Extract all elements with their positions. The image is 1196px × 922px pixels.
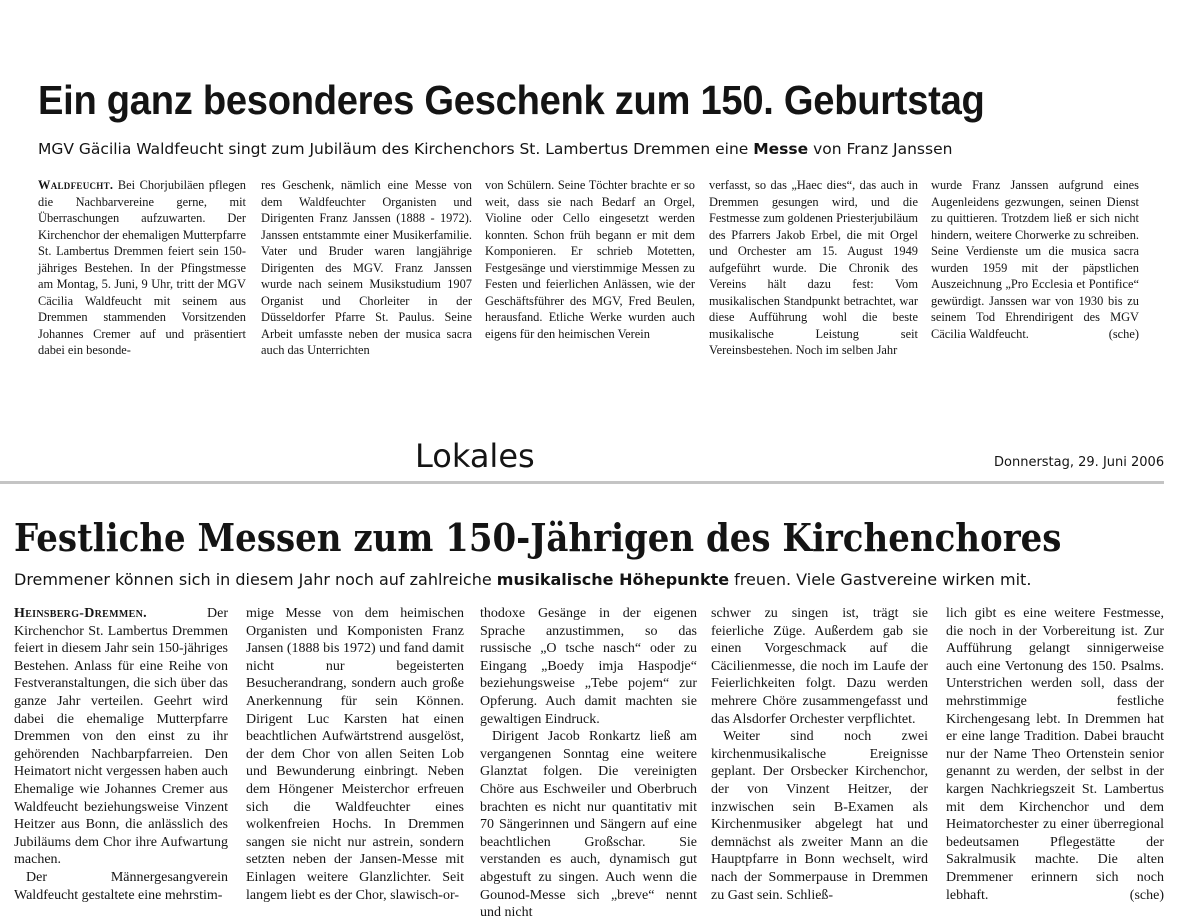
issue-date: Donnerstag, 29. Juni 2006 [994,455,1165,470]
article-top-column-3: von Schülern. Seine Töchter brachte er so weit, dass sie nach Bedarf an Orgel, Violine oder Cello eingesetzt werden konnten. Schon früh begann er mit dem Komponieren. Er schrieb Motetten, Festgesänge und vierstimmige Messen zu Festen und feierlichen Anlässen, wie der Geschäftsführer des MGV, Fred Beulen, herausfand. Etliche Werke wurden auch eigens für den heimischen Verein [485,178,695,341]
article-top-subheadline: MGV Gäcilia Waldfeucht singt zum Jubiläum des Kirchenchors St. Lambertus Dremmen eine Messe von Franz Janssen [38,140,953,158]
article-top-credit: (sche) [1108,326,1139,341]
article-main-column-3: thodoxe Gesänge in der eigenen Sprache anzustimmen, so das russische „O tsche nasch“ oder zu Eingang „Boedy imja Haspodje“ beziehungsweise „Tebe pojem“ zur Opferung. Auch damit machten sie gewaltigen Eindruck. Dirigent Jacob Ronkartz ließ am vergangenen Sonntag eine weitere Glanztat folgen. Die vereinigten Chöre aus Eschweiler und Oberbruch brachten es nicht nur quantitativ mit 70 Sängerinnen und Sängern auf eine beachtlichen Großschar. Sie verstanden es auch, dynamisch gut abgestuft zu singen. Auch wenn die Gounod-Messe sich „breve“ nennt und nicht [480,606,697,921]
article-top-column-4: verfasst, so das „Haec dies“, das auch in Dremmen gesungen wird, und die Festmesse zum goldenen Priesterjubiläum des Pfarrers Jakob Erbel, die mit Orgel und Orchester am 15. August 1949 aufgeführt wurde. Die Chronik des Vereins hält dazu fest: Vom musikalischen Standpunkt betrachtet, war diese Aufführung wohl die beste musikalische Leistung seit Vereinsbestehen. Noch im selben Jahr [709,178,918,357]
article-main-headline: Festliche Messen zum 150-Jährigen des Kirchenchores [14,515,1062,560]
article-top-column-5: wurde Franz Janssen aufgrund eines Augenleidens gezwungen, seinen Dienst zu quittieren. Trotzdem ließ er sich nicht hindern, weitere Chorwerke zu schreiben. Seine Verdienste um die musica sacra wurden 1959 mit der päpstlichen Auszeichnung „Pro Ecclesia et Pontifice“ gewürdigt. Janssen war von 1930 bis zu seinem Tod Ehrendirigent des MGV Cäcilia Waldfeucht. (sche) [931,178,1139,341]
section-divider [0,481,1164,484]
article-top-dateline: Waldfeucht. [38,178,114,192]
article-main-column-4: schwer zu singen ist, trägt sie feierliche Züge. Außerdem gab sie einen Vorgeschmack auf die Cäcilienmesse, die noch im Laufe der Feierlichkeiten folgt. Dazu werden mehrere Chöre zusammengefasst und das Alsdorfer Orchester verpflichtet. Weiter sind noch zwei kirchenmusikalische Ereignisse geplant. Der Orsbecker Kirchenchor, der von Vinzent Heitzer, der inzwischen sein B-Examen als Kirchenmusiker abgelegt hat und demnächst als zweiter Mann an die Hauptpfarre in Bonn wechselt, wird nach der Sommerpause in Dremmen zu Gast sein. Schließ- [711,606,928,903]
section-title: Lokales [415,437,535,475]
article-main-subheadline: Dremmener können sich in diesem Jahr noch auf zahlreiche musikalische Höhepunkte freuen. Viele Gastvereine wirken mit. [14,570,1032,589]
article-main-column-1: Heinsberg-Dremmen. Der Kirchenchor St. Lambertus Dremmen feiert in diesem Jahr sein 150-jähriges Bestehen. Anlass für eine Reihe von Festveranstaltungen, die sich über das ganze Jahr verteilen. Geehrt wird dabei die ehemalige Mutterpfarre Dremmen von den einst zu ihr gehörenden Nachbarpfarreien. Den Heimatort nicht vergessen haben auch Ehemalige wie Johannes Cremer aus Waldfeucht beziehungsweise Vinzent Heitzer aus Bonn, die anlässlich des Jubiläums dem Chor ihre Aufwartung machen. Der Männergesangverein Waldfeucht gestaltete eine mehrstim- [14,606,228,903]
article-main-credit: (sche) [1129,887,1164,903]
article-top-column-1: Waldfeucht. Bei Chorjubiläen pflegen die Nachbarvereine gerne, mit Überraschungen aufzuwarten. Der Kirchenchor der ehemaligen Mutterpfarre St. Lambertus Dremmen feiert sein 150-jähriges Bestehen. In der Pfingstmesse am Montag, 5. Juni, 9 Uhr, tritt der MGV Cäcilia Waldfeucht mit seinem aus Dremmen stammenden Vorsitzenden Johannes Cremer auf und präsentiert dabei ein besonde- [38,178,246,357]
article-top-column-2: res Geschenk, nämlich eine Messe von dem Waldfeuchter Organisten und Dirigenten Franz Janssen (1888 - 1972). Janssen entstammte einer Musikerfamilie. Vater und Bruder waren langjährige Dirigenten des MGV. Franz Janssen wurde nach seinem Musikstudium 1907 Organist und Chorleiter in der Düsseldorfer Pfarre St. Paulus. Seine Arbeit umfasste neben der musica sacra auch das Unterrichten [261,178,472,357]
article-top-headline: Ein ganz besonderes Geschenk zum 150. Geburtstag [38,77,985,123]
article-main-column-2: mige Messe von dem heimischen Organisten und Komponisten Franz Jansen (1888 bis 1972) und fand damit nicht nur begeisterten Besucherandrang, sondern auch große Anerkennung für sein Können. Dirigent Luc Karsten hat einen beachtlichen Aufwärtstrend ausgelöst, der dem Chor von allen Seiten Lob und Bewunderung einbringt. Neben dem Höngener Meisterchor erfreuen sich die Waldfeuchter eines wolkenfreien Hochs. In Dremmen sangen sie nicht nur astrein, sondern setzten neben der Jansen-Messe mit Einlagen weitere Glanzlichter. Seit langem liebt es der Chor, slawisch-or- [246,606,464,903]
article-main-column-5: lich gibt es eine weitere Festmesse, die noch in der Vorbereitung ist. Zur Aufführung gelangt sinnigerweise auch eine Vertonung des 150. Psalms. Unterstrichen werden soll, dass der mehrstimmige festliche Kirchengesang lebt. In Dremmen hat er eine lange Tradition. Dabei braucht nur der Name Theo Ortenstein senior genannt zu werden, der selbst in der kargen Nachkriegszeit St. Lambertus mit dem Kirchenchor und dem Heimatorchester zu einer überregional bedeutsamen Pflegestätte der Sakralmusik machte. Die alten Dremmener erinnern sich noch lebhaft. (sche) [946,606,1164,903]
article-main-dateline: Heinsberg-Dremmen. [14,606,147,621]
